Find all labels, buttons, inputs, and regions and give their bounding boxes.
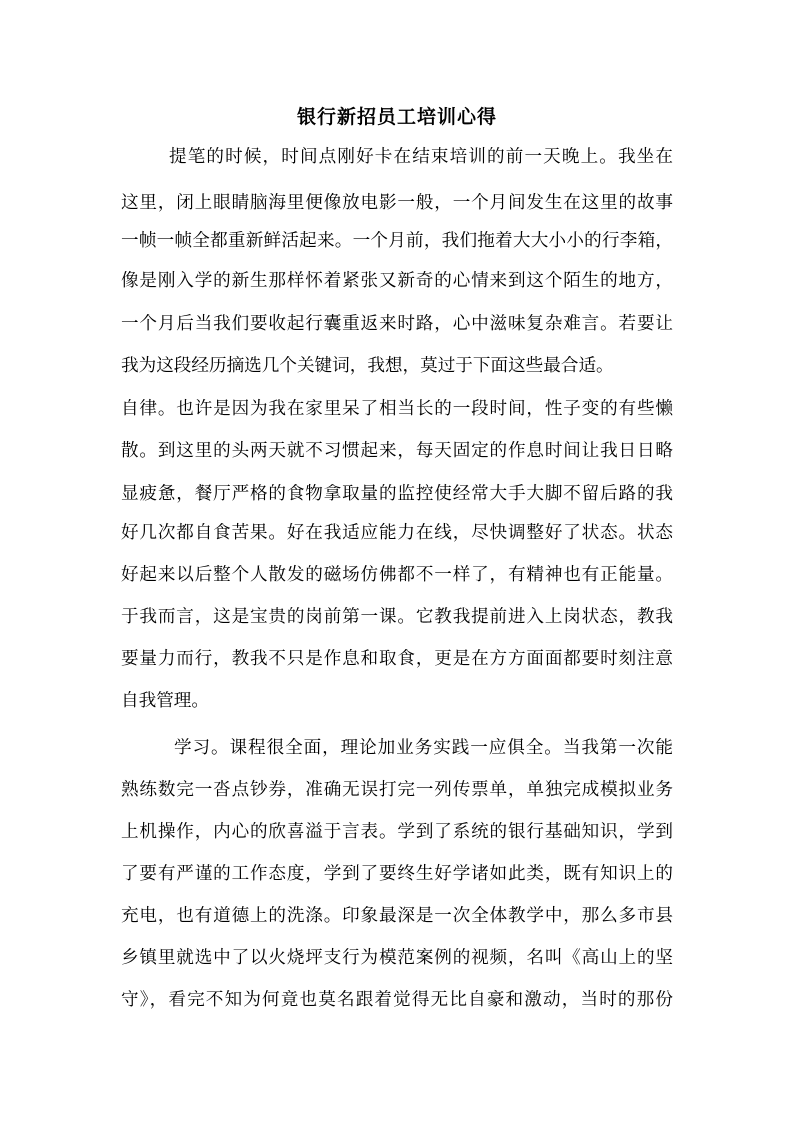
text-line: 一个月后当我们要收起行囊重返来时路，心中滋味复杂难言。若要让: [121, 314, 673, 334]
text-line: 守》，看完不知为何竟也莫名跟着觉得无比自豪和激动，当时的那份: [121, 990, 673, 1010]
text-line: 上机操作，内心的欣喜溢于言表。学到了系统的银行基础知识，学到: [121, 822, 673, 842]
text-line: 自我管理。: [121, 691, 209, 711]
text-line: 充电，也有道德上的洗涤。印象最深是一次全体教学中，那么多市县: [121, 906, 673, 926]
text-line: 熟练数完一沓点钞券，准确无误打完一列传票单，单独完成模拟业务: [121, 780, 673, 800]
text-line: 提笔的时候，时间点刚好卡在结束培训的前一天晚上。我坐在: [169, 147, 673, 167]
text-line: 像是刚入学的新生那样怀着紧张又新奇的心情来到这个陌生的地方，: [121, 271, 673, 291]
text-line: 自律。也许是因为我在家里呆了相当长的一段时间，性子变的有些懒: [121, 399, 673, 419]
text-line: 学习。课程很全面，理论加业务实践一应俱全。当我第一次能: [174, 738, 673, 758]
text-line: 这里，闭上眼睛脑海里便像放电影一般，一个月间发生在这里的故事: [121, 193, 673, 213]
text-line: 一帧一帧全都重新鲜活起来。一个月前，我们拖着大大小小的行李箱，: [121, 231, 673, 251]
text-line: 散。到这里的头两天就不习惯起来，每天固定的作息时间让我日日略: [121, 441, 673, 461]
document-title: 银行新招员工培训心得: [296, 106, 497, 128]
text-line: 乡镇里就选中了以火烧坪支行为模范案例的视频，名叫《高山上的坚: [121, 948, 673, 968]
text-line: 于我而言，这是宝贵的岗前第一课。它教我提前进入上岗状态，教我: [121, 607, 673, 627]
text-line: 要量力而行，教我不只是作息和取食，更是在方方面面都要时刻注意: [121, 649, 673, 669]
text-line: 好起来以后整个人散发的磁场仿佛都不一样了，有精神也有正能量。: [121, 565, 673, 585]
text-line: 我为这段经历摘选几个关键词，我想，莫过于下面这些最合适。: [121, 356, 614, 376]
text-line: 显疲惫，餐厅严格的食物拿取量的监控使经常大手大脚不留后路的我: [121, 484, 673, 504]
text-line: 好几次都自食苦果。好在我适应能力在线，尽快调整好了状态。状态: [121, 523, 673, 543]
text-line: 了要有严谨的工作态度，学到了要终生好学诸如此类，既有知识上的: [121, 864, 673, 884]
